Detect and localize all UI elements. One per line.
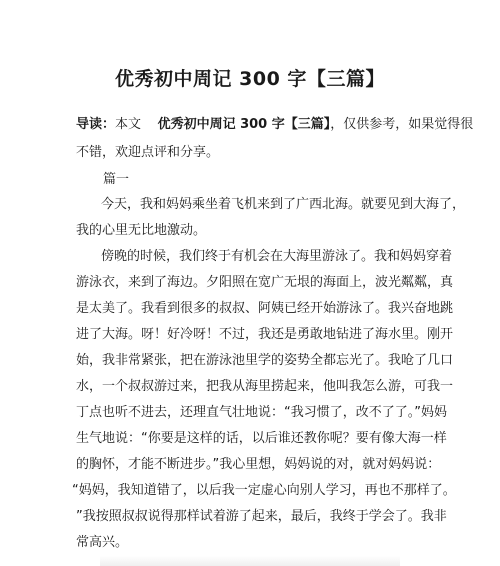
paragraph-line: 水，一个叔叔游过来，把我从海里捞起来，他叫我怎么游，可我一 bbox=[76, 379, 454, 394]
intro-rest: ，仅供参考，如果觉得很 bbox=[330, 117, 474, 132]
paragraph-line: 今天，我和妈妈乘坐着飞机来到了广西北海。就要见到大海了， bbox=[101, 197, 466, 212]
paragraph-line: 傍晚的时候，我们终于有机会在大海里游泳了。我和妈妈穿着 bbox=[101, 249, 453, 264]
paragraph-line: 是太美了。我看到很多的叔叔、阿姨已经开始游泳了。我兴奋地跳 bbox=[76, 301, 454, 316]
intro-line-2: 不错，欢迎点评和分享。 bbox=[76, 145, 220, 160]
paragraph-line: 的胸怀，才能不断进步。”我心里想，妈妈说的对，就对妈妈说： bbox=[76, 457, 441, 472]
intro-doc-title: 优秀初中周记 300 字【三篇】 bbox=[157, 117, 331, 132]
paragraph-line: 进了大海。呀！好冷呀！不过，我还是勇敢地钻进了海水里。刚开 bbox=[76, 327, 454, 342]
paragraph-line: 始，我非常紧张，把在游泳池里学的姿势全都忘光了。我呛了几口 bbox=[76, 353, 454, 368]
paragraph-line: 游泳衣，来到了海边。夕阳照在宽广无垠的海面上，波光粼粼，真 bbox=[76, 275, 454, 290]
bottom-shadow bbox=[100, 556, 400, 566]
paragraph-line: 我的心里无比地激动。 bbox=[76, 223, 207, 238]
document-title: 优秀初中周记 300 字【三篇】 bbox=[115, 68, 385, 90]
section-heading: 篇一 bbox=[103, 172, 130, 187]
intro-prefix: 本文 bbox=[115, 117, 142, 132]
intro-label: 导读： bbox=[76, 117, 116, 132]
paragraph-line: ”我按照叔叔说得那样试着游了起来，最后，我终于学会了。我非 bbox=[76, 509, 447, 524]
intro-line-1 bbox=[76, 115, 500, 135]
paragraph-line: 丁点也听不进去，还理直气壮地说：“我习惯了，改不了了。”妈妈 bbox=[76, 405, 447, 420]
paragraph-line: 常高兴。 bbox=[76, 535, 129, 550]
paragraph-line: 生气地说：“你要是这样的话，以后谁还教你呢？要有像大海一样 bbox=[76, 431, 447, 446]
paragraph-line: “妈妈，我知道错了，以后我一定虚心向别人学习，再也不那样了。 bbox=[72, 483, 456, 498]
